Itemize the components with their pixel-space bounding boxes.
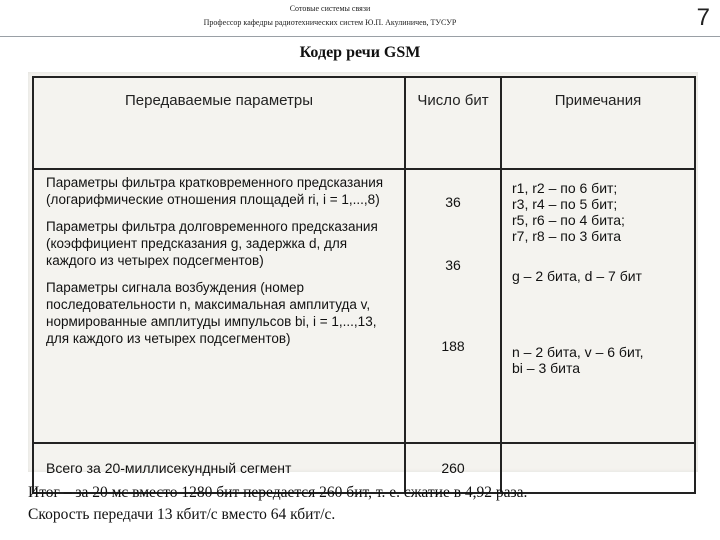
author-line: Профессор кафедры радиотехнических систем Ю.П. Акулиничев, ТУСУР bbox=[203, 18, 457, 27]
table-body-row bbox=[33, 169, 695, 443]
note-line: r5, r6 – по 4 бита; bbox=[512, 212, 625, 228]
param-excitation: Параметры сигнала возбуждения (номер последовательности n, максимальная амплитуда v, нормированные амплитуды импульсов bi, i = 1,...,13, для каждого из четырех подсегментов) bbox=[46, 280, 377, 346]
summary-line-1: Итог – за 20 мс вместо 1280 бит передается 260 бит, т. е. сжатие в 4,92 раза. bbox=[28, 484, 528, 501]
note-line: r3, r4 – по 5 бит; bbox=[512, 196, 618, 212]
total-bits: 260 bbox=[405, 443, 501, 493]
note-line: n – 2 бита, v – 6 бит, bbox=[512, 344, 644, 360]
note-line: g – 2 бита, d – 7 бит bbox=[512, 268, 642, 284]
page-number: 7 bbox=[696, 4, 710, 31]
summary-text bbox=[28, 482, 698, 526]
header-params: Передаваемые параметры bbox=[33, 77, 405, 169]
header-bits: Число бит bbox=[405, 77, 501, 169]
bits-value: 36 bbox=[445, 257, 461, 273]
course-title: Сотовые системы связи bbox=[289, 4, 371, 13]
scanned-table-image bbox=[28, 72, 698, 476]
bits-value: 36 bbox=[445, 194, 461, 210]
summary-line-2: Скорость передачи 13 кбит/с вместо 64 кбит/с. bbox=[28, 506, 336, 523]
note-line: bi – 3 бита bbox=[512, 360, 581, 376]
bits-cell bbox=[405, 169, 501, 443]
total-label: Всего за 20-миллисекундный сегмент bbox=[33, 443, 405, 493]
notes-cell bbox=[501, 169, 695, 443]
gsm-parameters-table bbox=[32, 76, 696, 494]
slide-title: Кодер речи GSM bbox=[299, 44, 421, 61]
note-line: r7, r8 – по 3 бита bbox=[512, 228, 622, 244]
bits-value: 188 bbox=[441, 338, 465, 354]
param-long-term-filter: Параметры фильтра долговременного предсказания (коэффициент предсказания g, задержка d, для каждого из четырех подсегментов) bbox=[46, 219, 378, 268]
params-cell bbox=[33, 169, 405, 443]
param-short-term-filter: Параметры фильтра кратковременного предсказания (логарифмические отношения площадей ri, i = 1,...,8) bbox=[46, 175, 384, 207]
slide-header bbox=[0, 0, 720, 37]
note-line: r1, r2 – по 6 бит; bbox=[512, 180, 618, 196]
header-notes: Примечания bbox=[501, 77, 695, 169]
table-header-row bbox=[33, 77, 695, 169]
